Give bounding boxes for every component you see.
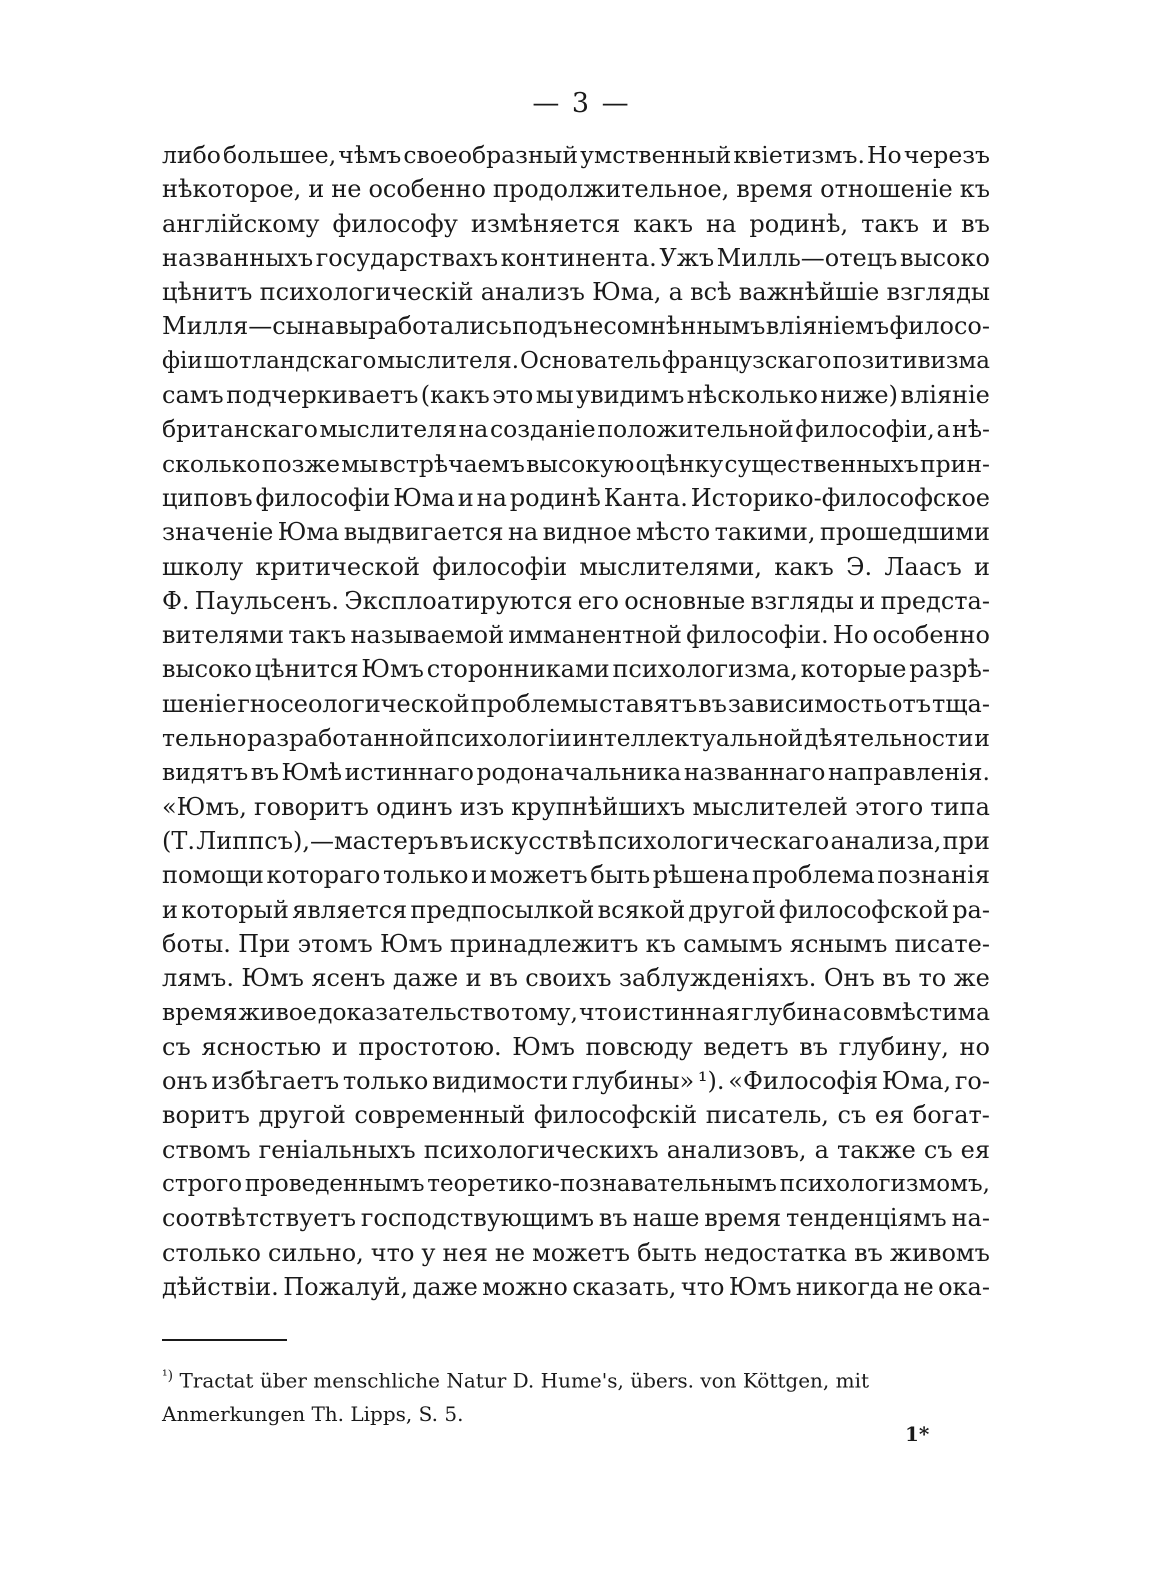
footnote-text-2: Anmerkungen Th. Lipps, S. 5. bbox=[162, 1401, 464, 1426]
footnote-marker: ¹) bbox=[162, 1368, 174, 1384]
text-line: и который является предпосылкой всякой другой философской ра- bbox=[162, 895, 990, 924]
text-line: фіи шотландскаго мыслителя. Основатель французскаго позитивизма bbox=[162, 347, 990, 374]
text-line: воритъ другой современный философскій писатель, съ ея богат- bbox=[162, 1101, 990, 1130]
text-line: нѣкоторое, и не особенно продолжительное, время отношеніе къ bbox=[162, 175, 990, 204]
text-line: цѣнитъ психологическій анализъ Юма, а всѣ важнѣйшіе взгляды bbox=[162, 278, 990, 307]
signature-mark: 1* bbox=[905, 1422, 930, 1446]
text-line: время живое доказательство тому, что истинная глубина совмѣстима bbox=[162, 998, 990, 1027]
text-line: либо большее, чѣмъ своеобразный умственный квіетизмъ. Но черезъ bbox=[162, 141, 990, 169]
text-line: названныхъ государствахъ континента. Ужъ Милль—отецъ высоко bbox=[162, 243, 990, 272]
footnote-line bbox=[162, 1360, 990, 1398]
text-line: тельно разработанной психологіи интеллектуальной дѣятельности и bbox=[162, 724, 990, 753]
text-line: соотвѣтствуетъ господствующимъ въ наше время тенденціямъ на- bbox=[162, 1204, 990, 1233]
body-text bbox=[162, 138, 990, 1304]
text-line: лямъ. Юмъ ясенъ даже и въ своихъ заблужденіяхъ. Онъ въ то же bbox=[162, 964, 990, 993]
text-line: (Т. Липпсъ),—мастеръ въ искусствѣ психологическаго анализа, при bbox=[162, 826, 990, 855]
text-line: самъ подчеркиваетъ (какъ это мы увидимъ нѣсколько ниже) вліяніе bbox=[162, 381, 990, 410]
text-line: циповъ философіи Юма и на родинѣ Канта. Историко-философское bbox=[162, 483, 990, 512]
text-line: англійскому философу измѣняется какъ на родинѣ, такъ и въ bbox=[162, 209, 990, 238]
text-line: дѣйствіи. Пожалуй, даже можно сказать, что Юмъ никогда не ока- bbox=[162, 1272, 990, 1301]
text-line: значеніе Юма выдвигается на видное мѣсто такими, прошедшими bbox=[162, 518, 990, 547]
text-line: помощи котораго только и можетъ быть рѣшена проблема познанія bbox=[162, 861, 990, 890]
footnote-line bbox=[162, 1398, 990, 1431]
text-line: ствомъ геніальныхъ психологическихъ анализовъ, а также съ ея bbox=[162, 1135, 990, 1164]
page-number: — 3 — bbox=[532, 88, 631, 119]
footnote-first-line-wrap bbox=[162, 1360, 869, 1398]
text-line: строго проведеннымъ теоретико-познавательнымъ психологизмомъ, bbox=[162, 1170, 990, 1197]
text-line: «Юмъ, говоритъ одинъ изъ крупнѣйшихъ мыслителей этого типа bbox=[162, 792, 990, 821]
text-line: сколько позже мы встрѣчаемъ высокую оцѣнку существенныхъ прин- bbox=[162, 449, 990, 478]
text-line: боты. При этомъ Юмъ принадлежитъ къ самымъ яснымъ писате- bbox=[162, 929, 990, 958]
text-line: Ф. Паульсенъ. Эксплоатируются его основные взгляды и предста- bbox=[162, 586, 990, 615]
text-line: вителями такъ называемой имманентной философіи. Но особенно bbox=[162, 621, 990, 650]
text-line: высоко цѣнится Юмъ сторонниками психологизма, которые разрѣ- bbox=[162, 655, 990, 684]
footnote-text-1: Tractat über menschliche Natur D. Hume's, übers. von Köttgen, mit bbox=[179, 1368, 870, 1393]
text-line: столько сильно, что у нея не можетъ быть недостатка въ живомъ bbox=[162, 1238, 990, 1267]
text-line: британскаго мыслителя на созданіе положительной философіи, а нѣ- bbox=[162, 415, 990, 444]
text-line: Милля—сына выработались подъ несомнѣннымъ вліяніемъ филосо- bbox=[162, 312, 990, 341]
text-line: съ ясностью и простотою. Юмъ повсюду ведетъ въ глубину, но bbox=[162, 1032, 990, 1061]
footnote bbox=[162, 1360, 990, 1431]
text-line: школу критической философіи мыслителями, какъ Э. Лаасъ и bbox=[162, 552, 990, 581]
text-line: онъ избѣгаетъ только видимости глубины» ¹). «Философія Юма, го- bbox=[162, 1067, 990, 1096]
text-line: видятъ въ Юмѣ истиннаго родоначальника названнаго направленія. bbox=[162, 758, 990, 787]
text-line: шеніе гносеологической проблемы ставятъ въ зависимость отъ тща- bbox=[162, 689, 990, 718]
footnote-rule bbox=[162, 1339, 287, 1341]
